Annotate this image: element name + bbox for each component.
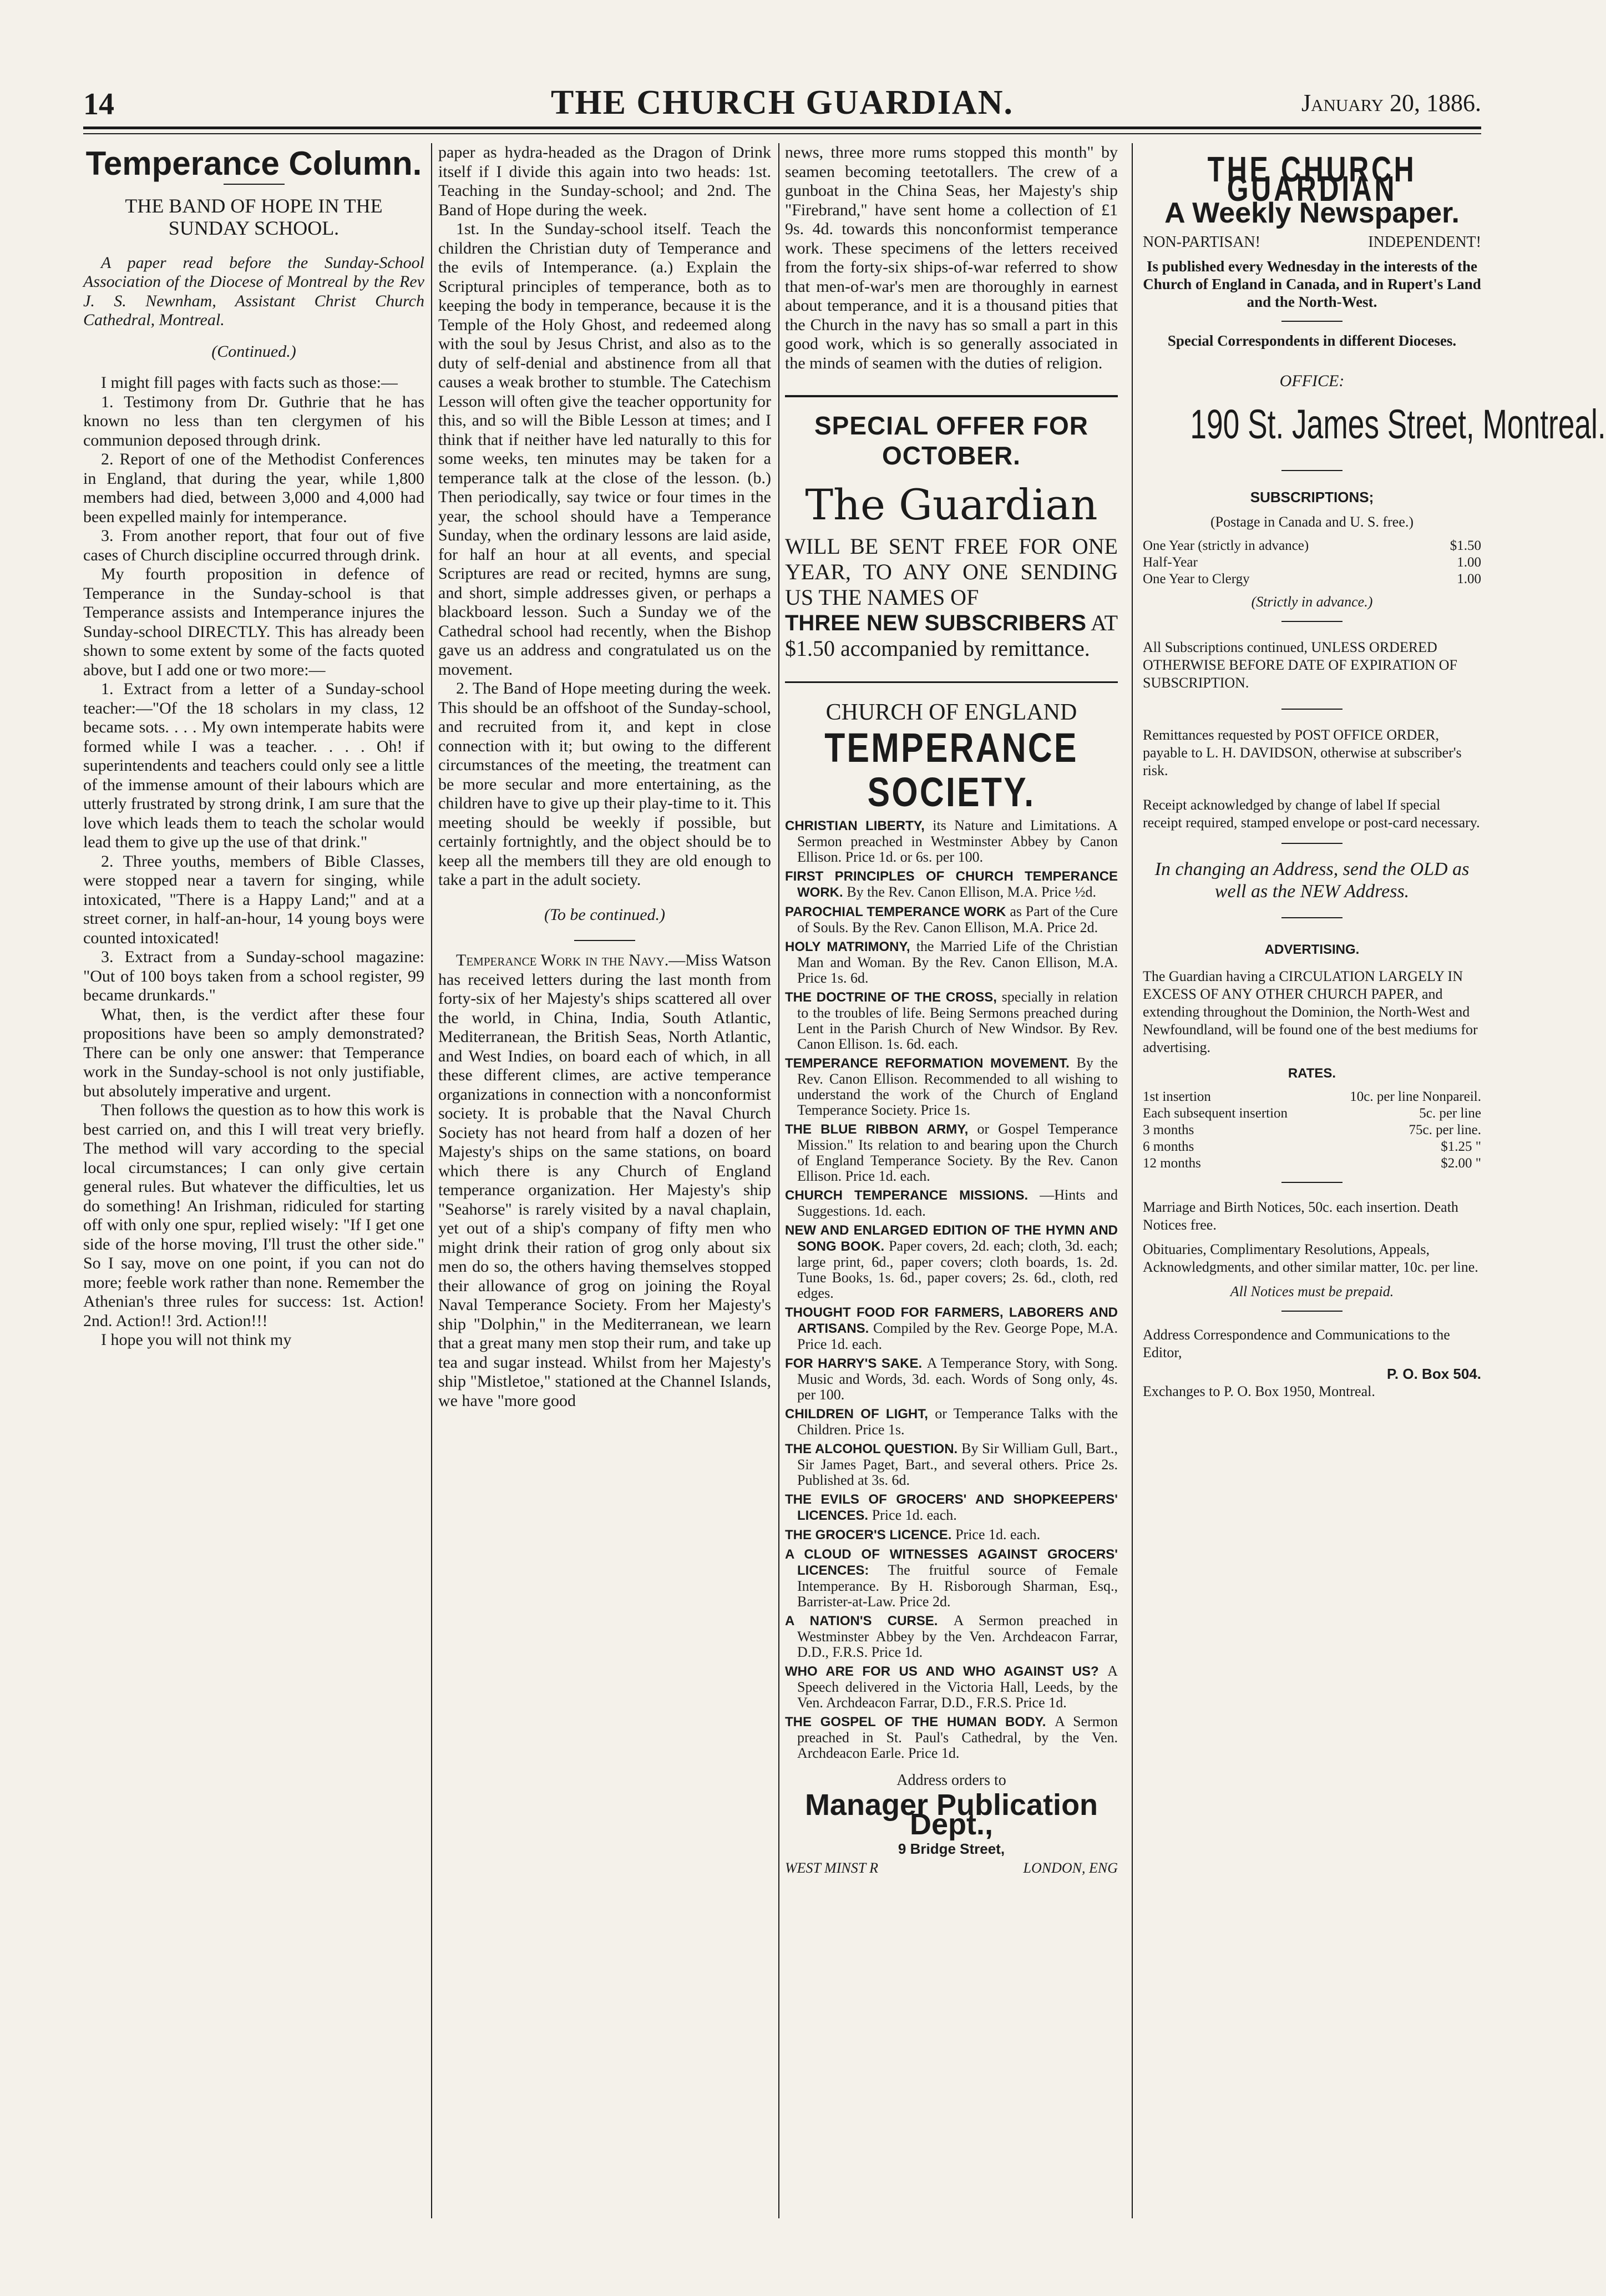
rate-price: $2.00 ": [1441, 1156, 1481, 1171]
publication-item: [785, 1546, 1118, 1610]
marriage-notice: Marriage and Birth Notices, 50c. each insertion. Death Notices free.: [1143, 1199, 1458, 1233]
publication-title: THE DOCTRINE OF THE CROSS,: [785, 989, 1002, 1005]
rate-label: 6 months: [1143, 1139, 1194, 1154]
advertising-rate-row: [1143, 1122, 1481, 1139]
section-heading: Temperance Column.: [85, 145, 422, 182]
rate-label: 3 months: [1143, 1122, 1194, 1137]
rate-label: One Year to Clergy: [1143, 572, 1250, 586]
rate-price: 5c. per line: [1419, 1106, 1481, 1121]
changing-address: In changing an Address, send the OLD as well as the NEW Address.: [1154, 859, 1470, 902]
publication-title: PAROCHIAL TEMPERANCE WORK: [785, 904, 1010, 919]
publication-details: Paper covers, 2d. each; cloth, 3d. each; large print, 6d., paper covers; cloth boards, 1s. 2d. Tune Books, 1s. 6d., paper covers; 2s. 6d., cloth, red edges.: [797, 1237, 1118, 1301]
publication-details: the Married Life of the Christian Man and Woman. By the Rev. Canon Ellison, M.A. Price 1s. 6d.: [797, 938, 1118, 986]
column-article-continued: [438, 143, 771, 2229]
westminster: WEST MINST R: [785, 1859, 879, 1876]
publication-details: By the Rev. Canon Ellison. Recommended to all wishing to understand the work of the Church of England Temperance Society. Price 1s.: [797, 1054, 1118, 1118]
exchanges-notice: Exchanges to P. O. Box 1950, Montreal.: [1143, 1383, 1375, 1399]
publication-details: A Sermon preached in Westminster Abbey by the Ven. Archdeacon Farrar, D.D., F.R.S. Price 1d.: [797, 1612, 1118, 1660]
publication-item: [785, 1187, 1118, 1219]
paragraph: I hope you will not think my: [101, 1331, 292, 1349]
offer-text: WILL BE SENT FREE FOR ONE YEAR, TO ANY ONE SENDING US THE NAMES OF: [785, 534, 1118, 610]
publication-item: [785, 1527, 1118, 1543]
issue-date: January 20, 1886.: [1301, 89, 1481, 117]
publication-title: FIRST PRINCIPLES OF CHURCH TEMPERANCE WORK.: [785, 868, 1118, 900]
publication-title: A NATION'S CURSE.: [785, 1613, 954, 1629]
divider: [1281, 1311, 1342, 1312]
paragraph: 3. From another report, that four out of five cases of Church discipline occurred through drink.: [83, 527, 424, 564]
advertising-text: The Guardian having a CIRCULATION LARGELY IN EXCESS OF ANY OTHER CHURCH PAPER, and extending throughout the Dominion, the North-West and Newfoundland, will be found one of the best mediums for advertising.: [1143, 968, 1478, 1055]
subscription-rates: [1143, 538, 1481, 588]
paragraph: 2. Three youths, members of Bible Classes, were stopped near a tavern for singing, while intoxicated, "There is a Happy Land;" and at a street corner, in half-an-hour, 14 young boys were counted intoxicated!: [83, 852, 424, 947]
publication-title: WHO ARE FOR US AND WHO AGAINST US?: [785, 1663, 1108, 1679]
offer-bold: THREE NEW SUBSCRIBERS: [785, 611, 1086, 635]
rate-label: 12 months: [1143, 1156, 1201, 1171]
rate-label: Half-Year: [1143, 555, 1198, 570]
publication-item: [785, 1441, 1118, 1488]
divider: [1281, 709, 1342, 710]
publication-item: [785, 1491, 1118, 1524]
publication-details: Price 1d. each.: [872, 1506, 957, 1523]
publication-item: [785, 868, 1118, 901]
publication-title: THE BLUE RIBBON ARMY,: [785, 1121, 977, 1137]
publication-list: [785, 818, 1118, 1761]
publication-details: A Speech delivered in the Victoria Hall, Leeds, by the Ven. Archdeacon Farrar, D.D., F.R.S. Price 1d.: [797, 1662, 1118, 1711]
publication-item: [785, 989, 1118, 1052]
special-offer-heading: SPECIAL OFFER FOR OCTOBER.: [814, 411, 1089, 470]
publication-item: [785, 1121, 1118, 1184]
publication-title: CHILDREN OF LIGHT,: [785, 1406, 935, 1422]
subscription-rate-row: [1143, 571, 1481, 588]
rate-label: One Year (strictly in advance): [1143, 538, 1309, 553]
non-partisan: NON-PARTISAN!: [1143, 233, 1260, 251]
article-intro: A paper read before the Sunday-School Association of the Diocese of Montreal by the Rev J. S. Newnham, Assistant Christ Church Cathedral, Montreal.: [83, 253, 424, 329]
publication-item: [785, 1055, 1118, 1118]
masthead: [83, 83, 1481, 122]
rate-price: $1.25 ": [1441, 1139, 1481, 1154]
advertising-rate-row: [1143, 1155, 1481, 1172]
divider: [1281, 621, 1342, 622]
np-line: [1143, 233, 1481, 252]
remittances: Remittances requested by POST OFFICE ORDER, payable to L. H. DAVIDSON, otherwise at subscriber's risk.: [1143, 727, 1462, 778]
column-divider: [1132, 143, 1133, 2218]
column-divider: [431, 143, 432, 2218]
newspaper-title: THE CHURCH GUARDIAN.: [551, 84, 1014, 122]
manager-heading: Manager Publication Dept.,: [804, 1788, 1098, 1841]
publication-item: [785, 1304, 1118, 1352]
publication-details: its Nature and Limitations. A Sermon preached in Westminster Abbey by Canon Ellison. Price 1d. or 6s. per 100.: [797, 817, 1118, 865]
navy-lead: Temperance Work in the Navy.: [456, 951, 669, 969]
publication-title: THE GROCER'S LICENCE.: [785, 1527, 956, 1543]
rate-price: 75c. per line.: [1409, 1122, 1481, 1137]
publication-item: [785, 1222, 1118, 1301]
navy-continuation: news, three more rums stopped this month" by seamen becoming teetotallers. The crew of a gunboat in the China Seas, her Majesty's ship "Firebrand," have sent home a collection of £1 9s. 4d. towards this nonconformist temperance work. These specimens of the letters received from the forty-six ships-of-war referred to show that men-of-war's men are thoroughly in earnest about temperance, and it is a thousand pities that the Church in the navy has so small a part in this good work, which is so generally associated in the minds of seamen with the duties of religion.: [785, 143, 1118, 372]
publication-details: —Hints and Suggestions. 1d. each.: [797, 1186, 1118, 1219]
divider: [1281, 470, 1342, 471]
paragraph: 1st. In the Sunday-school itself. Teach the children the Christian duty of Temperance and the evils of Intemperance. (a.) Explain the Scriptural principles of temperance, both as to keeping the body in temperance, because it is the Temple of the Holy Ghost, and redeemed along with the soul by Jesus Christ, and also as to the duty of self-denial and abstinence from all that causes a weak brother to stumble. The Catechism Lesson will often give the teacher opportunity for this, and so will the Bible Lesson at times; and I think that if neither have led naturally to this for some weeks, ten minutes may be taken for a temperance talk at the close of the lesson. (b.) Then periodically, say twice or four times in the year, the school should have a Temperance Sunday, when the ordinary lessons are laid aside, for half an hour at all events, and special Scriptures are read or recited, hymns are sung, and short, simple addresses given, or perhaps a blackboard lesson. Such a Sunday we of the Cathedral school had recently, when the Bishop gave us an address and congratulated us on the movement.: [438, 220, 771, 679]
weekly-newspaper: A Weekly Newspaper.: [1164, 197, 1460, 229]
guardian-title: The Guardian: [805, 480, 1098, 529]
rates-heading: RATES.: [1288, 1065, 1336, 1081]
publication-item: [785, 904, 1118, 935]
paragraph: 1. Testimony from Dr. Guthrie that he has known no less than ten clergymen of his communion deposed through drink.: [83, 392, 424, 449]
masthead-rule-thin: [83, 133, 1481, 134]
paper-title: THE CHURCH GUARDIAN: [1207, 149, 1417, 209]
divider: [1281, 1182, 1342, 1183]
publication-item: [785, 1714, 1118, 1761]
paragraph: 3. Extract from a Sunday-school magazine: "Out of 100 boys taken from a school register, 99 became drunkards.": [83, 948, 424, 1004]
subscription-rate-row: [1143, 554, 1481, 571]
rate-price: 1.00: [1457, 555, 1481, 570]
publication-title: HOLY MATRIMONY,: [785, 939, 916, 954]
paragraph: My fourth proposition in defence of Temperance in the Sunday-school is that Temperance assists and Intemperance injures the Sunday-school DIRECTLY. This has already been shown to some extent by some of the facts quoted above, but I add one or two more:—: [83, 565, 424, 679]
publication-details: specially in relation to the troubles of life. Being Sermons preached during Lent in the Parish Church of New Windsor. By Rev. Canon Ellison. 1s. 6d. each.: [797, 988, 1118, 1052]
publication-item: [785, 1356, 1118, 1403]
publication-details: Compiled by the Rev. George Pope, M.A. Price 1d. each.: [797, 1319, 1118, 1352]
publication-title: FOR HARRY'S SAKE.: [785, 1356, 927, 1371]
obituaries-notice: Obituaries, Complimentary Resolutions, Appeals, Acknowledgments, and other similar matter, 10c. per line.: [1143, 1241, 1478, 1275]
offer-text-2: AT $1.50 accompanied by remittance.: [785, 610, 1118, 661]
rate-price: 10c. per line Nonpareil.: [1350, 1089, 1481, 1104]
publication-details: By the Rev. Canon Ellison, M.A. Price ½d.: [847, 883, 1096, 900]
po-box: P. O. Box 504.: [1386, 1366, 1481, 1382]
paragraph: Then follows the question as to how this work is best carried on, and this I will treat very briefly. The method will vary according to the special local circumstances; I can only give certain general rules. But whatever the difficulties, let us do something! An Irishman, ridiculed for starting off with only one spur, replied wisely: "If I get one side of the horse moving, I'll trust the other side." So I say, move on one point, if you can not do more; feeble work rather than none. Remember the Athenian's three rules for success: 1st. Action! 2nd. Action!! 3rd. Action!!!: [83, 1101, 424, 1330]
navy-article: [438, 951, 771, 1410]
column-offers: [785, 143, 1118, 2229]
postage-note: (Postage in Canada and U. S. free.): [1210, 514, 1414, 530]
independent: INDEPENDENT!: [1368, 233, 1481, 251]
continued-notice: All Subscriptions continued, UNLESS ORDERED OTHERWISE BEFORE DATE OF EXPIRATION OF SUBSCRIPTION.: [1143, 639, 1457, 691]
receipt-notice: Receipt acknowledged by change of label If special receipt required, stamped envelope or post-card necessary.: [1143, 797, 1480, 831]
publication-title: NEW AND ENLARGED EDITION OF THE HYMN AND SONG BOOK.: [785, 1222, 1118, 1254]
advertising-rate-row: [1143, 1089, 1481, 1105]
office-address: 190 St. James Street, Montreal.: [1190, 401, 1606, 447]
address-orders: Address orders to: [896, 1771, 1006, 1789]
column-divider: [778, 143, 779, 2218]
advertising-heading: ADVERTISING.: [1264, 942, 1360, 957]
subscription-rate-row: [1143, 538, 1481, 554]
offer-line: [785, 610, 1118, 661]
paragraph: What, then, is the verdict after these four propositions have been so amply demonstrated? There can be only one answer: that Temperance work in the Sunday-school is not only justifiable, but absolutely imperative and urgent.: [83, 1005, 424, 1100]
publication-title: CHRISTIAN LIBERTY,: [785, 818, 933, 833]
divider: [1281, 843, 1342, 844]
rate-label: Each subsequent insertion: [1143, 1106, 1288, 1121]
advertising-rate-row: [1143, 1139, 1481, 1155]
publication-details: as Part of the Cure of Souls. By the Rev. Canon Ellison, M.A. Price 2d.: [797, 903, 1118, 935]
masthead-rule: [83, 127, 1481, 129]
temperance-society-heading: TEMPERANCE SOCIETY.: [824, 724, 1078, 815]
divider: [574, 940, 635, 941]
paragraph: 1. Extract from a letter of a Sunday-school teacher:—"Of the 18 scholars in my class, 12 became sots. . . . My own intemperate habits were formed while I was a teacher. . . . Oh! if superintendents and teachers could only see a little of the immense amount of their labours which are utterly frustrated by strong drink, I am sure that the love which leads them to teach the scholar would lead them to give up the use of that drink.": [83, 680, 424, 851]
prepaid-notice: All Notices must be prepaid.: [1230, 1283, 1394, 1299]
publication-details: or Gospel Temperance Mission." Its relation to and bearing upon the Church of England Temperance Society. By the Rev. Canon Ellison. Price 1d. each.: [797, 1120, 1118, 1184]
to-be-continued: (To be continued.): [544, 905, 666, 924]
paragraph: 2. Report of one of the Methodist Conferences in England, that during the year, while 1,800 members had died, between 3,000 and 4,000 had been expelled mainly for intemperance.: [83, 450, 424, 526]
rate-price: $1.50: [1450, 538, 1481, 553]
subscriptions-heading: SUBSCRIPTIONS;: [1250, 488, 1374, 505]
published-notice: Is published every Wednesday in the interests of the Church of England in Canada, and in Rupert's Land and the North-West.: [1143, 258, 1481, 310]
publication-title: TEMPERANCE REFORMATION MOVEMENT.: [785, 1055, 1077, 1071]
publication-details: By Sir William Gull, Bart., Sir James Paget, Bart., and several others. Price 2s. Published at 3s. 6d.: [797, 1440, 1118, 1488]
page-number: 14: [83, 87, 114, 122]
paragraph: paper as hydra-headed as the Dragon of Drink itself if I divide this again into two heads: 1st. Teaching in the Sunday-school; and 2nd. The Band of Hope during the week.: [438, 143, 771, 219]
publication-item: [785, 939, 1118, 986]
publication-title: THOUGHT FOOD FOR FARMERS, LABORERS AND ARTISANS.: [785, 1304, 1118, 1336]
london-line: [785, 1859, 1118, 1878]
divider: [224, 184, 285, 185]
column-paper-info: [1143, 143, 1606, 2229]
advertising-rate-row: [1143, 1105, 1481, 1122]
publication-details: A Sermon preached in St. Paul's Cathedral, by the Ven. Archdeacon Earle. Price 1d.: [797, 1713, 1118, 1761]
rule: [785, 395, 1118, 397]
publication-details: Price 1d. each.: [955, 1526, 1041, 1543]
advertising-rates: [1143, 1089, 1481, 1172]
publication-item: [785, 1663, 1118, 1711]
correspondence-notice: Address Correspondence and Communications to the Editor,: [1143, 1327, 1450, 1361]
paragraph: 2. The Band of Hope meeting during the week. This should be an offshoot of the Sunday-school, and recruited from it, and kept in close connection with it; but owing to the different circumstances of the meeting, the treatment can be more secular and more entertaining, as the children have to give up their play-time to it. This meeting should be weekly if possible, but certainly fortnightly, and the object should be to keep all the members till they are old enough to take a part in the adult society.: [438, 679, 771, 889]
correspondents-notice: Special Correspondents in different Dioceses.: [1167, 332, 1457, 349]
coe-heading: CHURCH OF ENGLAND: [825, 700, 1077, 725]
divider: [1281, 917, 1342, 918]
publication-details: The fruitful source of Female Intemperance. By H. Risborough Sharman, Esq., Barrister-at-Law. Price 2d.: [797, 1561, 1118, 1610]
divider: [1281, 321, 1342, 322]
publication-title: THE EVILS OF GROCERS' AND SHOPKEEPERS' LICENCES.: [785, 1491, 1118, 1523]
rate-label: 1st insertion: [1143, 1089, 1211, 1104]
office-label: OFFICE:: [1279, 372, 1345, 390]
rate-price: 1.00: [1457, 572, 1481, 586]
publication-details: or Temperance Talks with the Children. Price 1s.: [797, 1405, 1118, 1438]
publication-details: A Temperance Story, with Song. Music and Words, 3d. each. Words of Song only, 4s. per 100.: [797, 1354, 1118, 1403]
publication-title: A CLOUD OF WITNESSES AGAINST GROCERS' LICENCES:: [785, 1546, 1118, 1578]
publication-item: [785, 818, 1118, 865]
publication-title: THE GOSPEL OF THE HUMAN BODY.: [785, 1714, 1055, 1729]
london: LONDON, ENG: [1023, 1859, 1118, 1876]
bridge-street: 9 Bridge Street,: [898, 1840, 1005, 1857]
paragraph: I might fill pages with facts such as those:—: [101, 373, 398, 392]
publication-title: CHURCH TEMPERANCE MISSIONS.: [785, 1187, 1040, 1203]
rule: [785, 681, 1118, 683]
publication-title: THE ALCOHOL QUESTION.: [785, 1441, 962, 1457]
navy-text: —Miss Watson has received letters during the last month from forty-six of her Majesty's ships scattered all over the world, in China, India, South Atlantic, Mediterranean, the British Seas, North Atlantic, and West Indies, on board each of which, in all these different climes, are active temperance organizations in connection with a nonconformist society. It is probable that the Naval Church Society has not heard from half a dozen of her Majesty's ships on the same stations, on board which there is any Church of England temperance organization. Her Majesty's ship "Seahorse" is rarely visited by a naval chaplain, yet out of a ship's company of fifty men who might drink their ration of grog only about six men do so, the others having themselves stopped their allowance of grog on joining the Royal Naval Temperance Society. From her Majesty's ship "Dolphin," in the Mediterranean, we learn that a great many men stop their rum, and take up tea and sugar instead. Whilst from her Majesty's ship "Mistletoe," stationed at the Channel Islands, we have "more good: [438, 951, 771, 1410]
column-temperance: [83, 143, 424, 2229]
publication-item: [785, 1613, 1118, 1660]
publication-item: [785, 1406, 1118, 1438]
article-title: THE BAND OF HOPE IN THE SUNDAY SCHOOL.: [125, 194, 383, 239]
strictly-note: (Strictly in advance.): [1251, 594, 1373, 610]
continued-label: (Continued.): [211, 342, 296, 361]
